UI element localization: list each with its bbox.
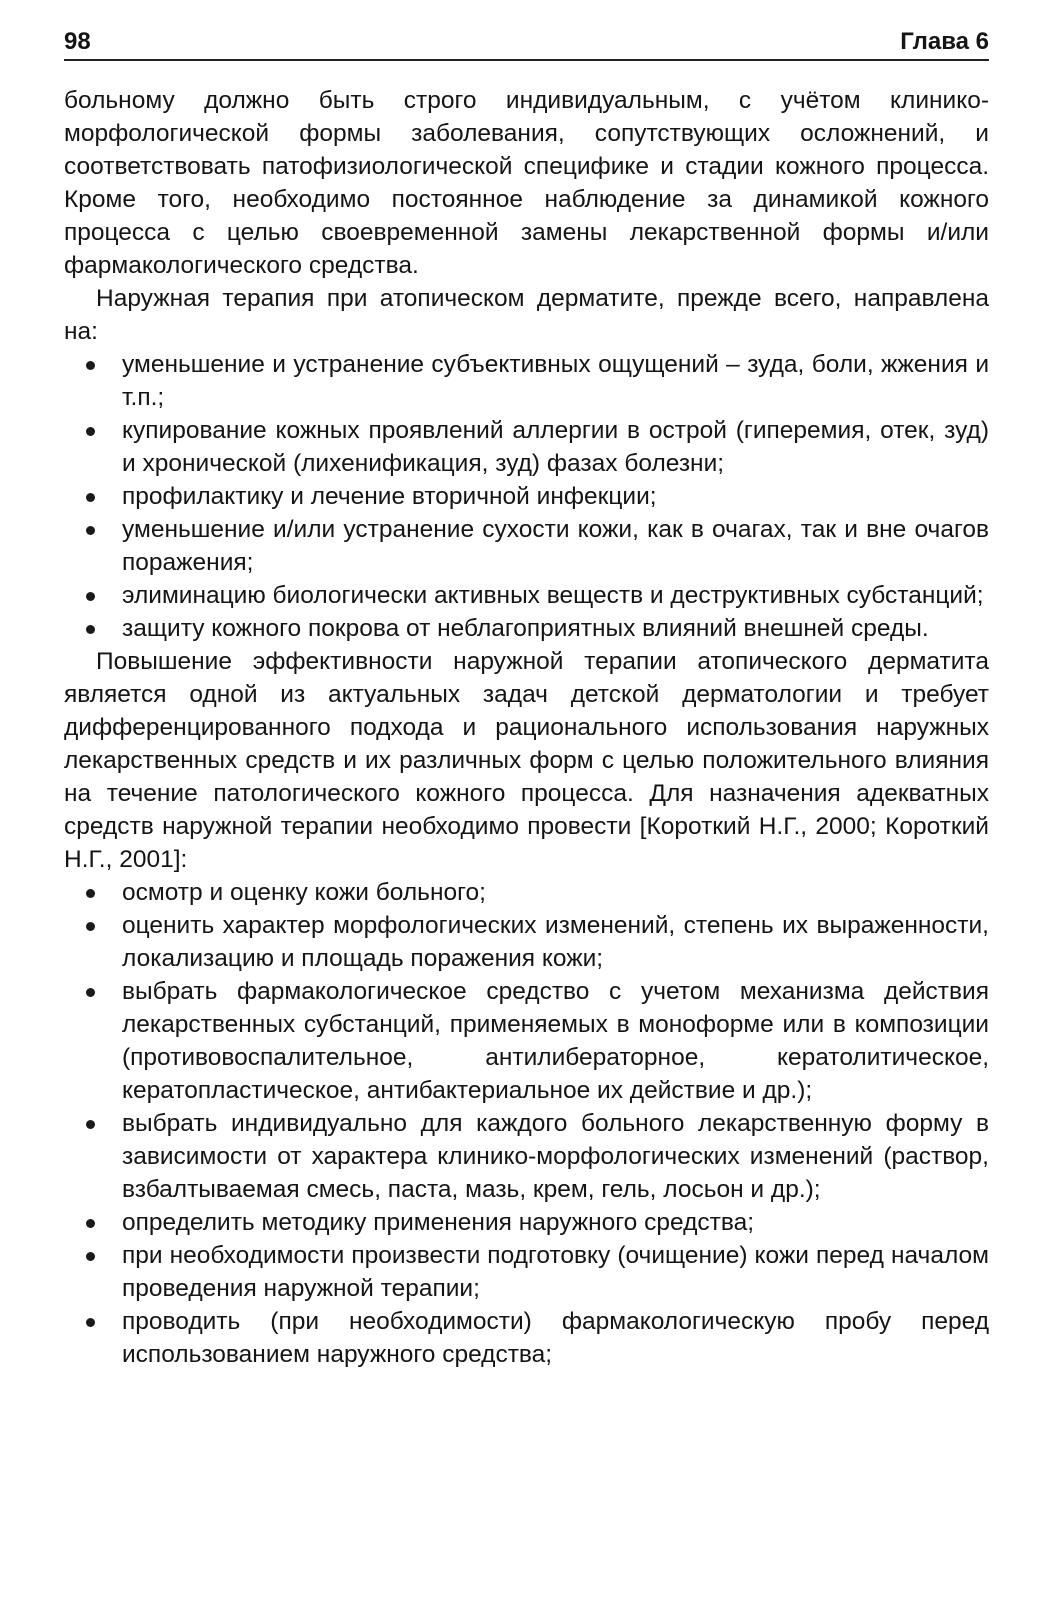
list-item-text: проводить (при необходимости) фармакологическую пробу перед использованием наружного средства; <box>122 1308 989 1368</box>
list-item <box>64 579 989 612</box>
bullet-icon <box>86 361 95 370</box>
therapy-goals-list <box>64 348 989 645</box>
list-item <box>64 348 989 414</box>
list-item <box>64 975 989 1107</box>
list-item <box>64 1206 989 1239</box>
page-number: 98 <box>64 28 91 55</box>
book-page <box>64 0 989 1600</box>
bullet-icon <box>86 625 95 634</box>
list-item-text: защиту кожного покрова от неблагоприятных влияний внешней среды. <box>122 615 929 642</box>
list-item <box>64 414 989 480</box>
chapter-title: Глава 6 <box>900 28 989 55</box>
bullet-icon <box>86 592 95 601</box>
body-text <box>64 84 989 1371</box>
bullet-icon <box>86 1252 95 1261</box>
list-item <box>64 1239 989 1305</box>
list-item-text: уменьшение и/или устранение сухости кожи, как в очагах, так и вне очагов поражения; <box>122 516 989 576</box>
list-item <box>64 876 989 909</box>
list-item-text: выбрать индивидуально для каждого больного лекарственную форму в зависимости от характера клинико-морфологических изменений (раствор, взбалтываемая смесь, паста, мазь, крем, гель, лосьон и др.); <box>122 1110 989 1203</box>
running-header <box>64 27 989 61</box>
required-steps-list <box>64 876 989 1371</box>
list-item-text: купирование кожных проявлений аллергии в острой (гиперемия, отек, зуд) и хронической (лихенификация, зуд) фазах болезни; <box>122 417 989 477</box>
list-item <box>64 1107 989 1206</box>
bullet-icon <box>86 889 95 898</box>
list-item <box>64 909 989 975</box>
bullet-icon <box>86 1318 95 1327</box>
bullet-icon <box>86 526 95 535</box>
bullet-icon <box>86 922 95 931</box>
list-item <box>64 480 989 513</box>
paragraph-efficiency: Повышение эффективности наружной терапии атопического дерматита является одной из актуальных задач детской дерматологии и требует дифференцированного подхода и рационального использования наружных лекарственных средств и их различных форм с целью положительного влияния на течение патологического кожного процесса. Для назначения адекватных средств наружной терапии необходимо провести [Короткий Н.Г., 2000; Короткий Н.Г., 2001]: <box>64 648 989 873</box>
list-item <box>64 513 989 579</box>
paragraph-therapy-intro: Наружная терапия при атопическом дерматите, прежде всего, направлена на: <box>64 285 989 345</box>
paragraph-continuation: больному должно быть строго индивидуальным, с учётом клинико-морфологической формы заболевания, сопутствующих осложнений, и соответствовать патофизиологической специфике и стадии кожного процесса. Кроме того, необходимо постоянное наблюдение за динамикой кожного процесса с целью своевременной замены лекарственной формы и/или фармакологического средства. <box>64 87 989 279</box>
list-item-text: выбрать фармакологическое средство с учетом механизма действия лекарственных субстанций, применяемых в моноформе или в композиции (противовоспалительное, антилибераторное, кератолитическое, кератопластическое, антибактериальное их действие и др.); <box>122 978 989 1104</box>
list-item-text: уменьшение и устранение субъективных ощущений – зуда, боли, жжения и т.п.; <box>122 351 989 411</box>
list-item-text: при необходимости произвести подготовку (очищение) кожи перед началом проведения наружной терапии; <box>122 1242 989 1302</box>
list-item-text: элиминацию биологически активных веществ и деструктивных субстанций; <box>122 582 984 609</box>
list-item-text: осмотр и оценку кожи больного; <box>122 879 486 906</box>
list-item-text: определить методику применения наружного средства; <box>122 1209 755 1236</box>
bullet-icon <box>86 493 95 502</box>
list-item <box>64 1305 989 1371</box>
list-item-text: профилактику и лечение вторичной инфекции; <box>122 483 657 510</box>
bullet-icon <box>86 988 95 997</box>
bullet-icon <box>86 1120 95 1129</box>
bullet-icon <box>86 1219 95 1228</box>
list-item <box>64 612 989 645</box>
bullet-icon <box>86 427 95 436</box>
list-item-text: оценить характер морфологических изменений, степень их выраженности, локализацию и площадь поражения кожи; <box>122 912 989 972</box>
